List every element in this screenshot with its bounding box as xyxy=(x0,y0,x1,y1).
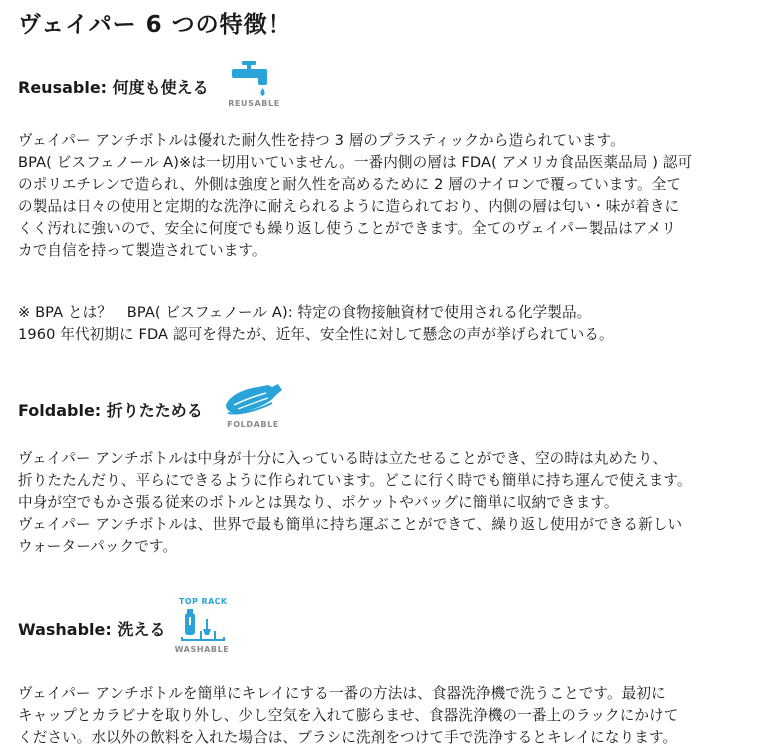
text-line: 1960 年代初期に FDA 認可を得たが、近年、安全性に対して懸念の声が挙げられている。 xyxy=(18,326,614,343)
text-line: BPA( ビスフェノール A)※は一切用いていません。一番内側の層は FDA( アメリカ食品医薬品局 ) 認可 xyxy=(18,154,693,171)
text-line: 折りたたんだり、平らにできるように作られています。どこに行く時でも簡単に持ち運んで使えます。 xyxy=(18,472,692,489)
text-line: カで自信を持って製造されています。 xyxy=(18,242,267,259)
reusable-paragraph xyxy=(18,130,778,262)
washable-icon-caption: WASHABLE xyxy=(174,645,230,654)
text-line: くく汚れに強いので、安全に何度でも繰り返し使うことができます。全てのヴェイパー製品はアメリ xyxy=(18,220,677,237)
washable-paragraph xyxy=(18,683,778,749)
faucet-icon xyxy=(228,58,280,98)
text-line: ください。水以外の飲料を入れた場合は、ブラシに洗剤をつけて手で洗浄するとキレイになります。 xyxy=(18,729,678,746)
bpa-note xyxy=(18,302,778,346)
foldable-icon-caption: FOLDABLE xyxy=(227,420,279,429)
text-line: キャップとカラビナを取り外し、少し空気を入れて膨らませ、食器洗浄機の一番上のラックにかけて xyxy=(18,707,679,724)
foldable-heading: Foldable: 折りたためる xyxy=(18,401,203,420)
washable-heading: Washable: 洗える xyxy=(18,620,166,639)
text-line: ヴェイパー アンチボトルを簡単にキレイにする一番の方法は、食器洗浄機で洗うことです。最初に xyxy=(18,685,666,702)
folded-bottle-icon xyxy=(222,381,284,417)
text-line: ※ BPA とは？ BPA( ビスフェノール A): 特定の食物接触資材で使用される化学製品。 xyxy=(18,304,592,321)
text-line: ウォーターパックです。 xyxy=(18,538,178,555)
text-line: の製品は日々の使用と定期的な洗浄に耐えられるように造られており、内側の層は匂い・味が着きに xyxy=(18,198,680,215)
page-title: ヴェイパー 6 つの特徴！ xyxy=(18,12,292,38)
reusable-heading: Reusable: 何度も使える xyxy=(18,78,209,97)
foldable-paragraph xyxy=(18,448,778,558)
reusable-icon-caption: REUSABLE xyxy=(228,99,280,108)
text-line: 中身が空でもかさ張る従来のボトルとは異なり、ポケットやバッグに簡単に収納できます。 xyxy=(18,494,619,511)
washable-icon-top-label: TOP RACK xyxy=(179,597,228,606)
top-rack-icon xyxy=(180,607,226,643)
text-line: ヴェイパー アンチボトルは中身が十分に入っている時は立たせることができ、空の時は丸めたり、 xyxy=(18,450,668,467)
text-line: のポリエチレンで造られ、外側は強度と耐久性を高めるために 2 層のナイロンで覆っています。全て xyxy=(18,176,682,193)
text-line: ヴェイパー アンチボトルは優れた耐久性を持つ 3 層のプラスティックから造られています。 xyxy=(18,132,625,149)
text-line: ヴェイパー アンチボトルは、世界で最も簡単に持ち運ぶことができて、繰り返し使用ができる新しい xyxy=(18,516,683,533)
